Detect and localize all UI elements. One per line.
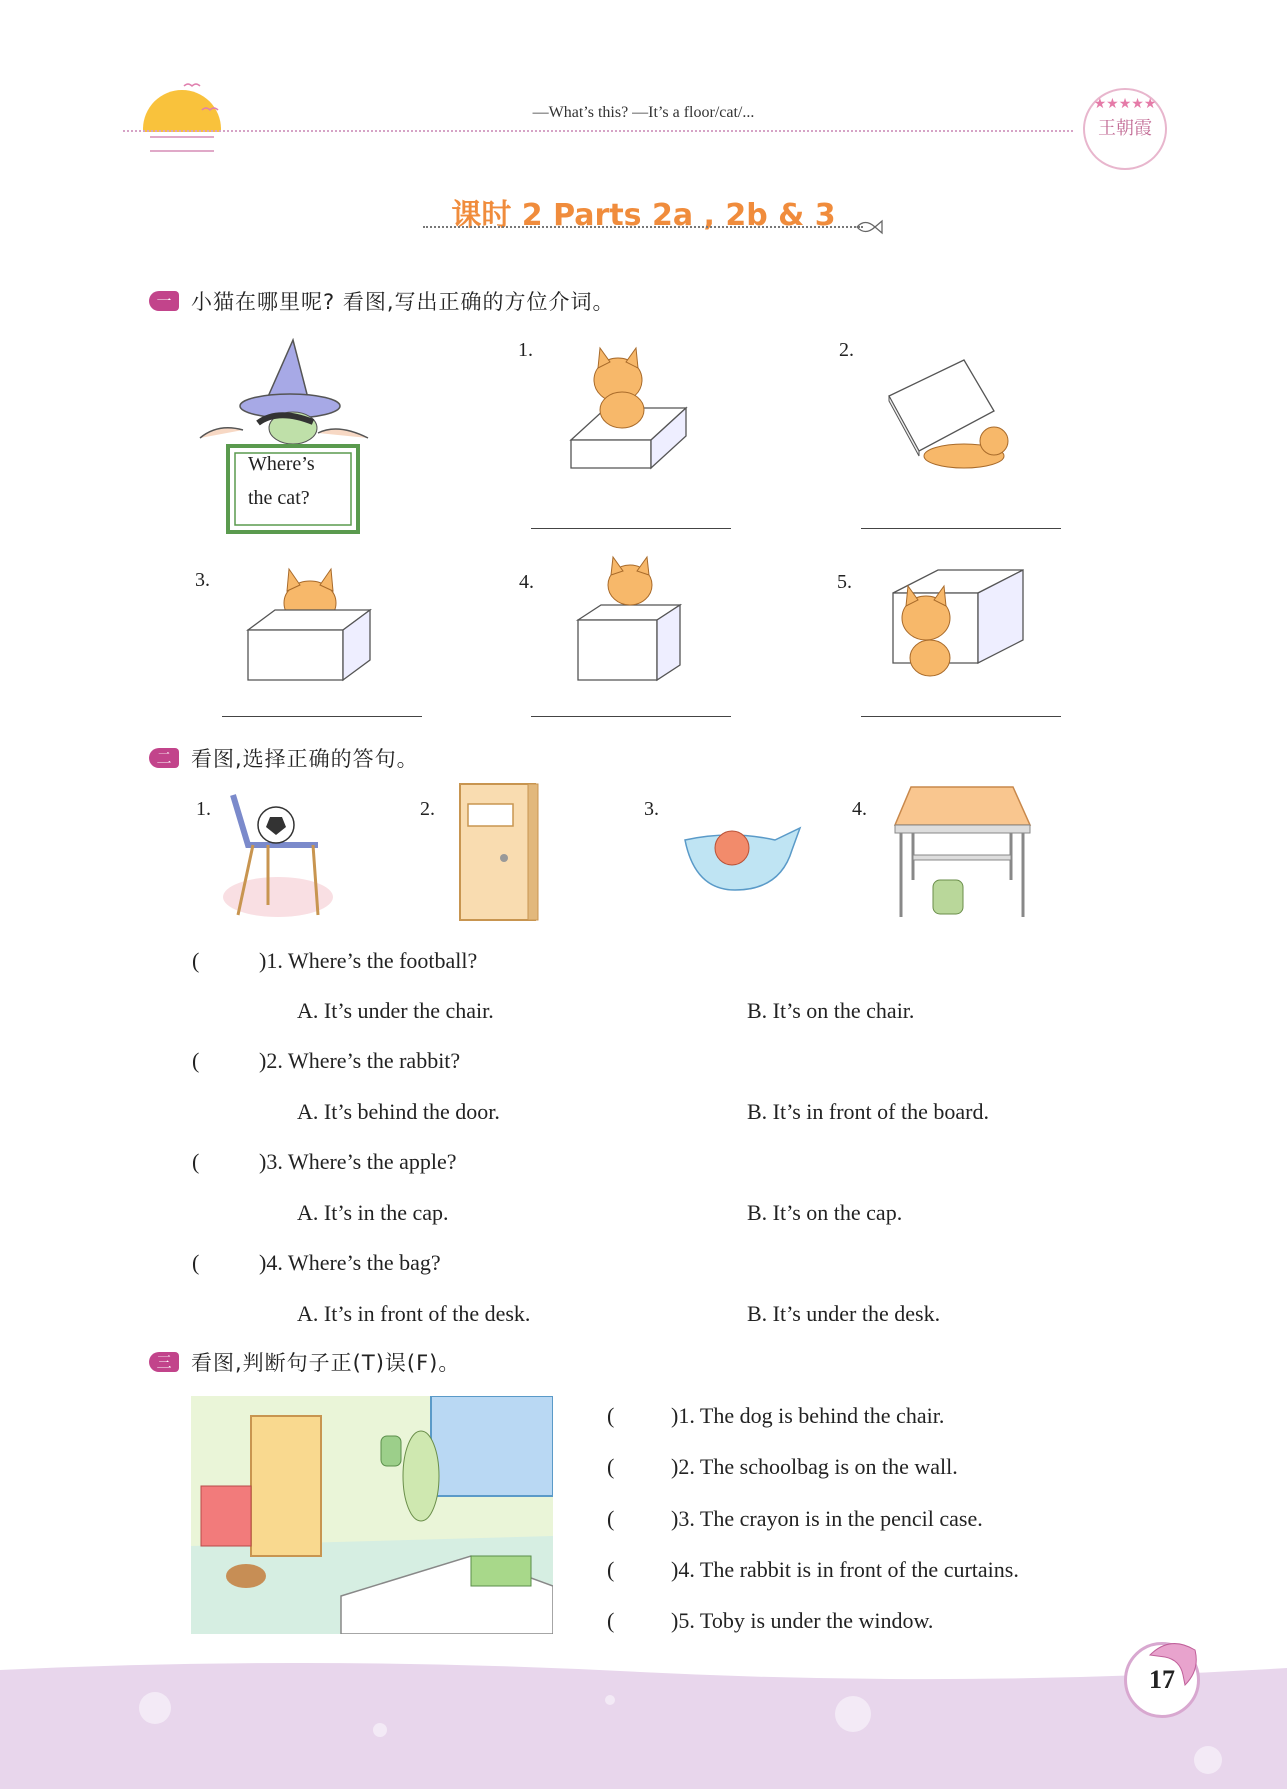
cat-under-box-illustration — [884, 356, 1024, 481]
statement-3-paren[interactable]: ( — [607, 1506, 615, 1531]
section-1-badge: 一 — [149, 291, 179, 311]
question-3-option-b[interactable]: B. It’s on the cap. — [747, 1200, 903, 1225]
section-3-instruction: 看图,判断句子正(T)误(F)。 — [191, 1351, 461, 1375]
question-2-option-b[interactable]: B. It’s in front of the board. — [747, 1099, 989, 1124]
publisher-logo: ★★★★★ 王朝霞 — [1083, 88, 1167, 170]
question-1-text: )1. Where’s the football? — [259, 948, 478, 973]
speech-sign-line-2: the cat? — [248, 487, 310, 509]
rabbit-behind-door-illustration — [458, 782, 543, 924]
title-dotted-line — [423, 226, 863, 228]
cat-behind-box-illustration — [245, 565, 375, 685]
statement-4-paren[interactable]: ( — [607, 1557, 615, 1582]
header-dotted-line — [123, 130, 1073, 132]
section-2-instruction: 看图,选择正确的答句。 — [191, 747, 419, 771]
item-number-1: 1. — [518, 339, 533, 361]
item-number-5: 5. — [837, 571, 852, 593]
question-3-option-a[interactable]: A. It’s in the cap. — [297, 1200, 449, 1225]
statement-5-paren[interactable]: ( — [607, 1608, 615, 1633]
section-1-instruction: 小猫在哪里呢? 看图,写出正确的方位介词。 — [191, 290, 615, 314]
running-title: —What’s this? —It’s a floor/cat/... — [532, 104, 755, 121]
question-3-paren[interactable]: ( — [192, 1149, 200, 1174]
picture-number-3: 3. — [644, 798, 659, 820]
question-1-option-b[interactable]: B. It’s on the chair. — [747, 998, 915, 1023]
page-number: 17 — [1124, 1642, 1200, 1718]
statement-2-paren[interactable]: ( — [607, 1454, 615, 1479]
picture-number-2: 2. — [420, 798, 435, 820]
question-2-option-a[interactable]: A. It’s behind the door. — [297, 1099, 500, 1124]
answer-line-1 — [531, 528, 731, 529]
question-4-option-a[interactable]: A. It’s in front of the desk. — [297, 1301, 531, 1326]
statement-2-text: )2. The schoolbag is on the wall. — [671, 1454, 958, 1479]
item-number-4: 4. — [519, 571, 534, 593]
lesson-title: 课时 2 Parts 2a , 2b & 3 — [451, 198, 836, 233]
answer-line-5 — [861, 716, 1061, 717]
logo-text: 王朝霞 — [1098, 118, 1152, 139]
item-number-3: 3. — [195, 569, 210, 591]
statement-3-text: )3. The crayon is in the pencil case. — [671, 1506, 983, 1531]
apple-in-cap-illustration — [680, 820, 805, 895]
statement-1-paren[interactable]: ( — [607, 1403, 615, 1428]
question-4-option-b[interactable]: B. It’s under the desk. — [747, 1301, 941, 1326]
section-3-badge: 三 — [149, 1352, 179, 1372]
statement-4-text: )4. The rabbit is in front of the curtains. — [671, 1557, 1019, 1582]
question-4-text: )4. Where’s the bag? — [259, 1250, 441, 1275]
footer-wave — [0, 1660, 1287, 1789]
section-2-badge: 二 — [149, 748, 179, 768]
picture-number-4: 4. — [852, 798, 867, 820]
answer-line-4 — [531, 716, 731, 717]
question-1-paren[interactable]: ( — [192, 948, 200, 973]
cat-in-front-of-box-illustration — [888, 568, 1028, 683]
item-number-2: 2. — [839, 339, 854, 361]
answer-line-2 — [861, 528, 1061, 529]
cat-on-box-illustration — [566, 340, 691, 490]
answer-line-3 — [222, 716, 422, 717]
cat-in-box-illustration — [575, 555, 685, 685]
room-scene-illustration — [191, 1396, 553, 1634]
fish-icon — [855, 218, 883, 236]
question-2-text: )2. Where’s the rabbit? — [259, 1048, 461, 1073]
dolphin-icon — [1145, 1635, 1205, 1695]
picture-number-1: 1. — [196, 798, 211, 820]
sun-water-lines — [150, 136, 214, 152]
question-1-option-a[interactable]: A. It’s under the chair. — [297, 998, 494, 1023]
bag-under-desk-illustration — [893, 785, 1033, 920]
question-4-paren[interactable]: ( — [192, 1250, 200, 1275]
question-2-paren[interactable]: ( — [192, 1048, 200, 1073]
question-3-text: )3. Where’s the apple? — [259, 1149, 457, 1174]
statement-1-text: )1. The dog is behind the chair. — [671, 1403, 945, 1428]
statement-5-text: )5. Toby is under the window. — [671, 1608, 934, 1633]
football-on-chair-illustration — [218, 785, 348, 920]
speech-sign-line-1: Where’s — [248, 453, 315, 475]
